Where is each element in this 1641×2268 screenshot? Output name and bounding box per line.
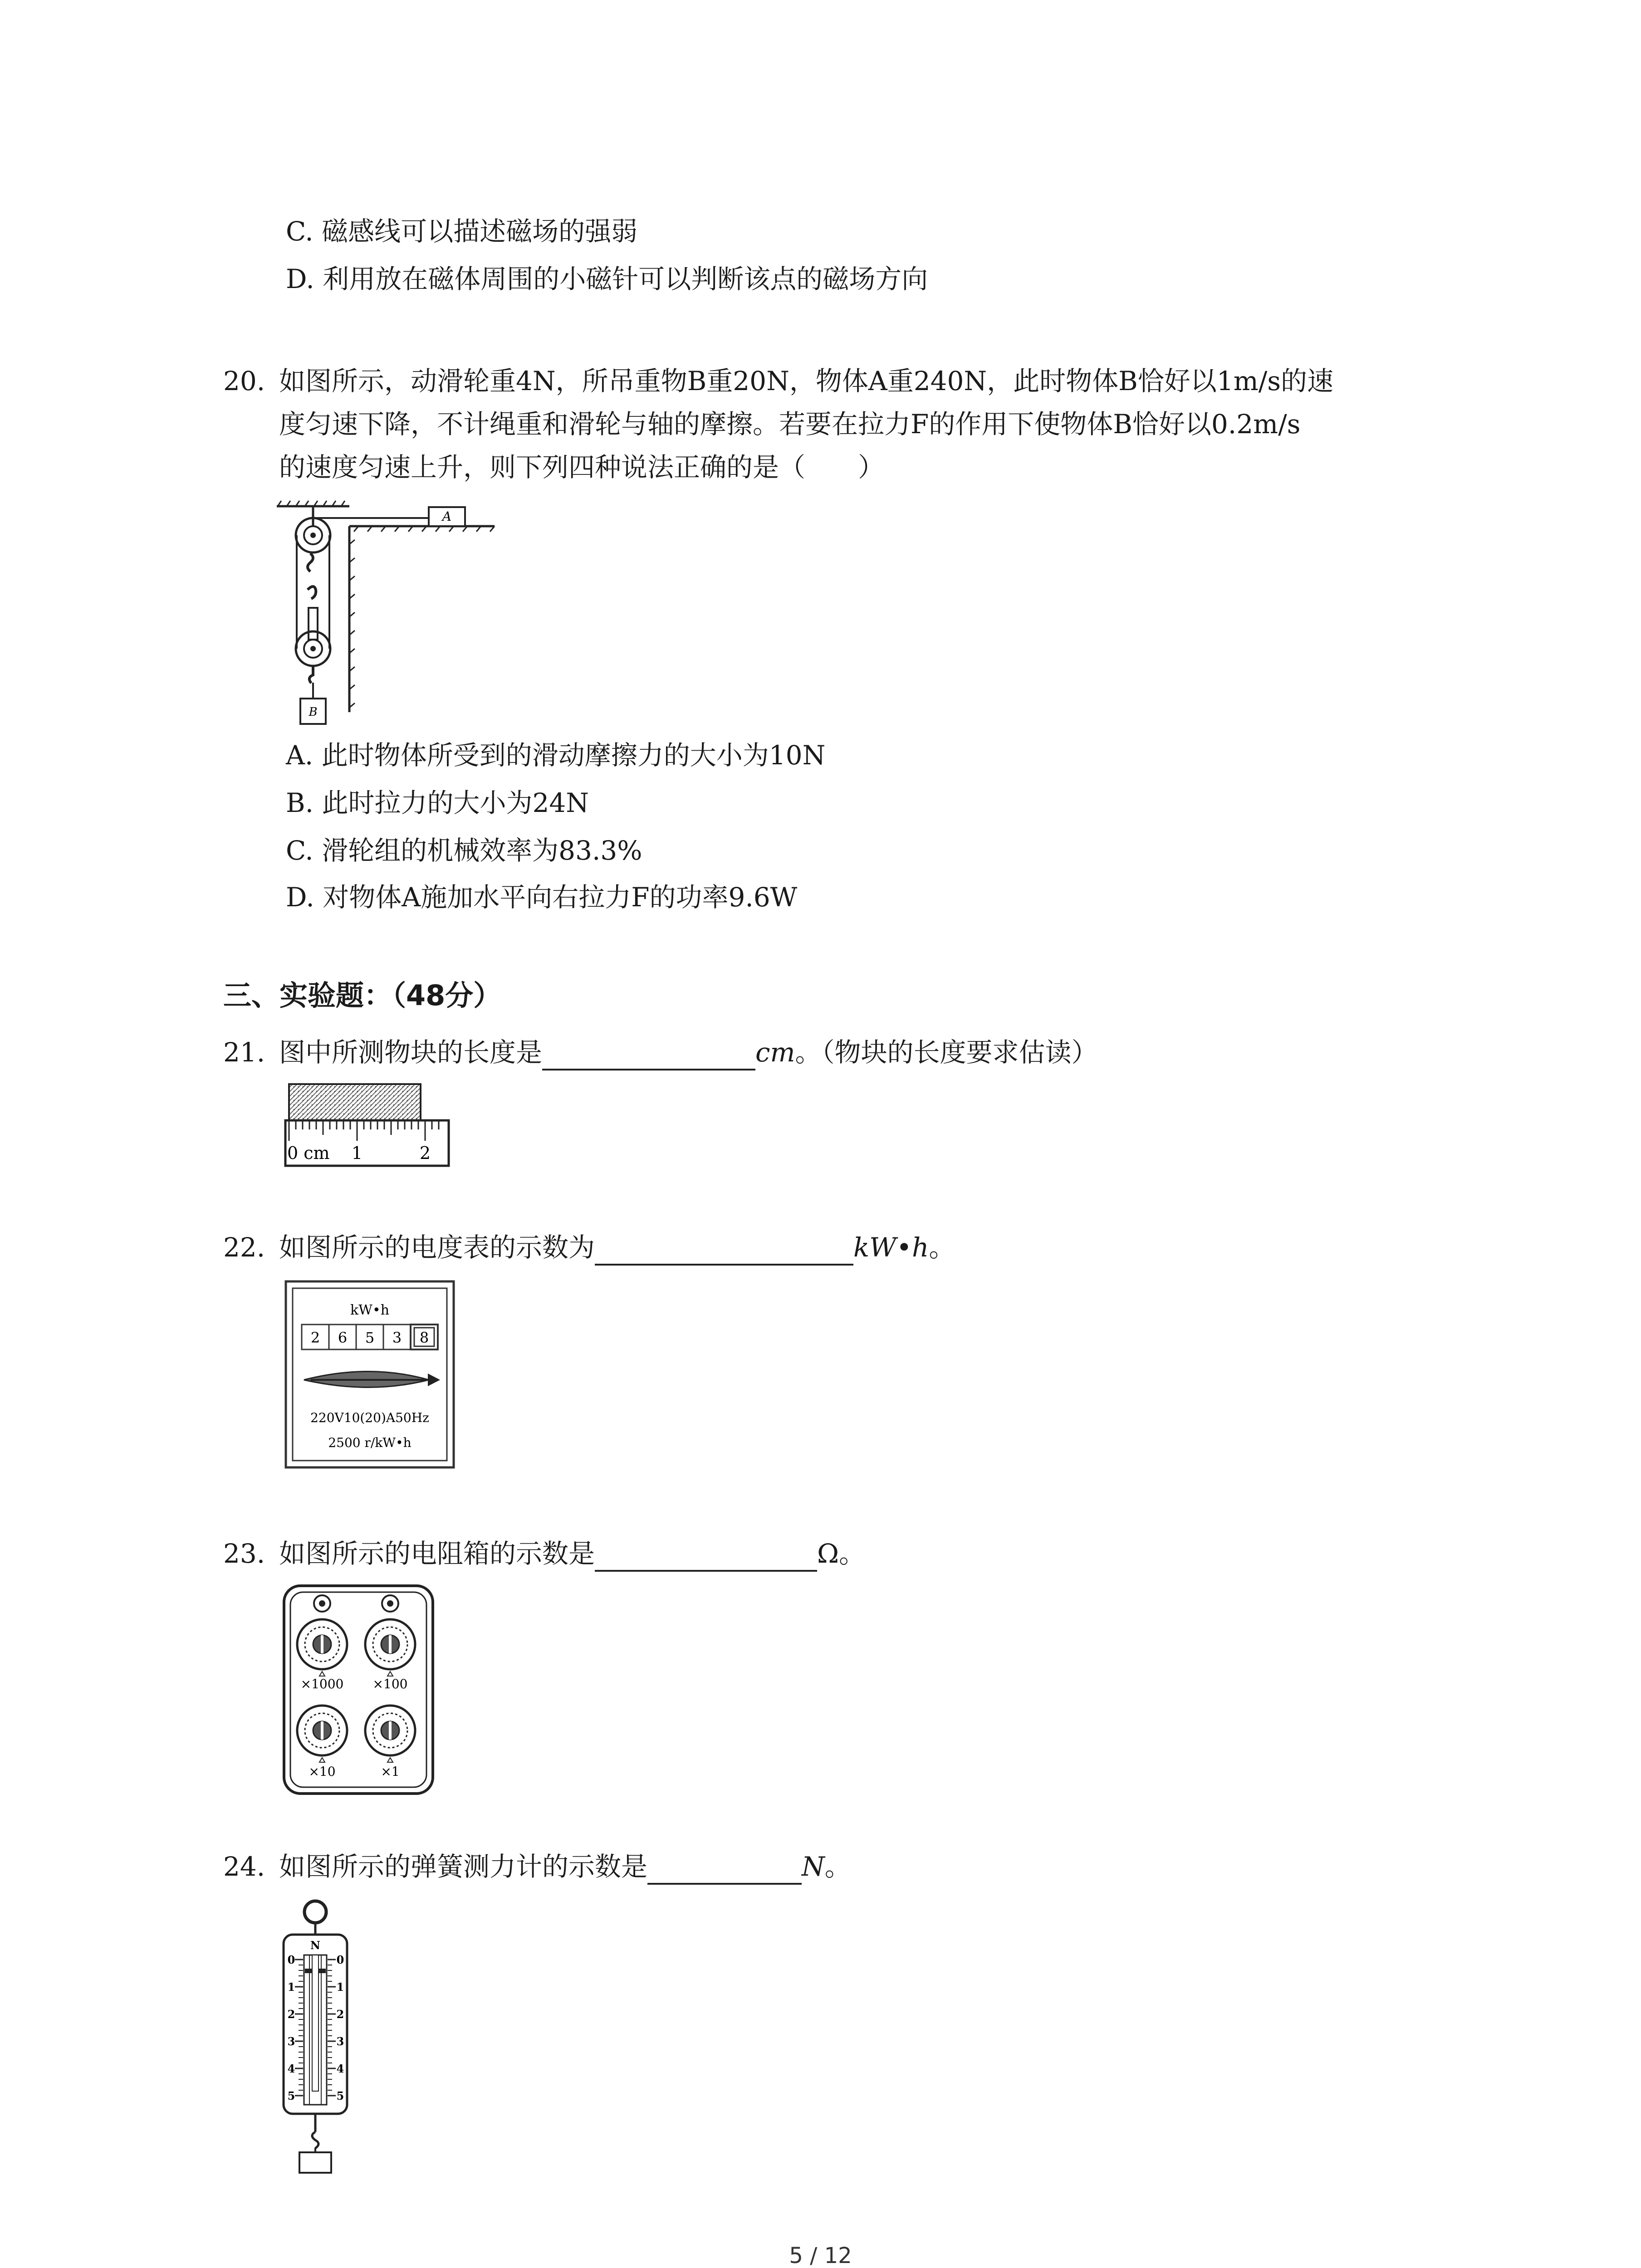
- resistance-box-figure: [281, 1583, 436, 1796]
- ruler-label-1: 1: [351, 1143, 363, 1163]
- q23-unit: Ω: [817, 1538, 839, 1569]
- scale-label-left-1: 1: [287, 1980, 295, 1994]
- q23-text: [279, 1535, 865, 1572]
- meter-digit-5: 8: [419, 1329, 429, 1346]
- spring-scale-figure: [277, 1898, 358, 2175]
- spring-scale-ring: [304, 1901, 326, 1923]
- block-b-label: B: [309, 705, 318, 719]
- pulley-figure: [272, 499, 499, 735]
- q23-text-before: 如图所示的电阻箱的示数是: [279, 1538, 595, 1569]
- q22-text: [279, 1229, 955, 1266]
- q20-stem-line3: 的速度匀速上升，则下列四种说法正确的是（ ）: [279, 452, 885, 483]
- scale-label-left-2: 2: [287, 2008, 295, 2021]
- ruler-label-0: 0 cm: [287, 1143, 330, 1163]
- q24-number: 24.: [223, 1851, 265, 1882]
- q20-option-c: C. 滑轮组的机械效率为83.3%: [286, 835, 642, 866]
- scale-label-right-2: 2: [336, 2008, 344, 2021]
- measured-block: [289, 1084, 421, 1120]
- energy-meter-figure: [284, 1279, 456, 1470]
- block-a-label: A: [442, 509, 452, 524]
- q19-option-d: D. 利用放在磁体周围的小磁针可以判断该点的磁场方向: [286, 264, 928, 294]
- q21-number: 21.: [223, 1037, 265, 1068]
- scale-unit: N: [310, 1939, 320, 1952]
- q21-text: [279, 1034, 1098, 1070]
- q22-answer-blank[interactable]: [595, 1234, 853, 1266]
- q24-text-after: 。: [824, 1851, 851, 1882]
- scale-label-right-1: 1: [336, 1980, 344, 1994]
- hanging-weight: [299, 2152, 331, 2173]
- scale-label-left-3: 3: [287, 2035, 295, 2048]
- q22-text-after: 。: [929, 1232, 955, 1263]
- scale-label-right-3: 3: [336, 2035, 344, 2048]
- q24-text-before: 如图所示的弹簧测力计的示数是: [279, 1851, 648, 1882]
- dial-label-x1000: ×1000: [300, 1677, 344, 1691]
- q20-option-a: A. 此时物体所受到的滑动摩擦力的大小为10N: [286, 740, 826, 771]
- meter-digit-2: 6: [338, 1329, 348, 1346]
- q23-text-after: 。: [839, 1538, 866, 1569]
- q24-unit: N: [802, 1851, 825, 1882]
- meter-digit-4: 3: [392, 1329, 402, 1346]
- q22-text-before: 如图所示的电度表的示数为: [279, 1232, 595, 1263]
- q20-stem-line2: 度匀速下降，不计绳重和滑轮与轴的摩擦。若要在拉力F的作用下使物体B恰好以0.2m/s: [279, 409, 1301, 440]
- q21-text-after: 。（物块的长度要求估读）: [795, 1037, 1098, 1068]
- q20-option-b: B. 此时拉力的大小为24N: [286, 787, 589, 818]
- scale-label-left-0: 0: [287, 1953, 295, 1966]
- q22-unit: kW•h: [853, 1232, 929, 1263]
- q21-unit: cm: [755, 1037, 795, 1068]
- page-number: 5 / 12: [789, 2243, 852, 2268]
- section-title: 三、实验题：（48分）: [223, 979, 502, 1012]
- meter-spec-2: 2500 r/kW•h: [328, 1435, 411, 1450]
- dial-label-x1: ×1: [381, 1764, 400, 1779]
- ruler-figure: [284, 1080, 456, 1170]
- q21-answer-blank[interactable]: [542, 1039, 755, 1070]
- q20-option-d: D. 对物体A施加水平向右拉力F的功率9.6W: [286, 882, 798, 913]
- q20-number: 20.: [223, 366, 265, 396]
- q24-answer-blank[interactable]: [647, 1853, 802, 1885]
- ruler-label-2: 2: [419, 1143, 431, 1163]
- q19-option-c: C. 磁感线可以描述磁场的强弱: [286, 216, 638, 247]
- meter-unit: kW•h: [350, 1302, 390, 1318]
- dial-label-x10: ×10: [309, 1764, 336, 1779]
- q20-stem-line1: 如图所示，动滑轮重4N，所吊重物B重20N，物体A重240N，此时物体B恰好以1m/s的速: [279, 366, 1333, 396]
- scale-label-left-4: 4: [287, 2062, 295, 2075]
- meter-digit-3: 5: [365, 1329, 375, 1346]
- meter-digit-1: 2: [310, 1329, 320, 1346]
- scale-label-right-4: 4: [336, 2062, 344, 2075]
- scale-label-right-0: 0: [336, 1953, 344, 1966]
- q24-text: [279, 1848, 851, 1885]
- meter-spec-1: 220V10(20)A50Hz: [310, 1410, 429, 1425]
- q23-answer-blank[interactable]: [595, 1540, 817, 1572]
- scale-label-right-5: 5: [336, 2089, 344, 2102]
- dial-label-x100: ×100: [372, 1677, 408, 1691]
- q22-number: 22.: [223, 1232, 265, 1263]
- q23-number: 23.: [223, 1538, 265, 1569]
- scale-label-left-5: 5: [287, 2089, 295, 2102]
- q21-text-before: 图中所测物块的长度是: [279, 1037, 543, 1068]
